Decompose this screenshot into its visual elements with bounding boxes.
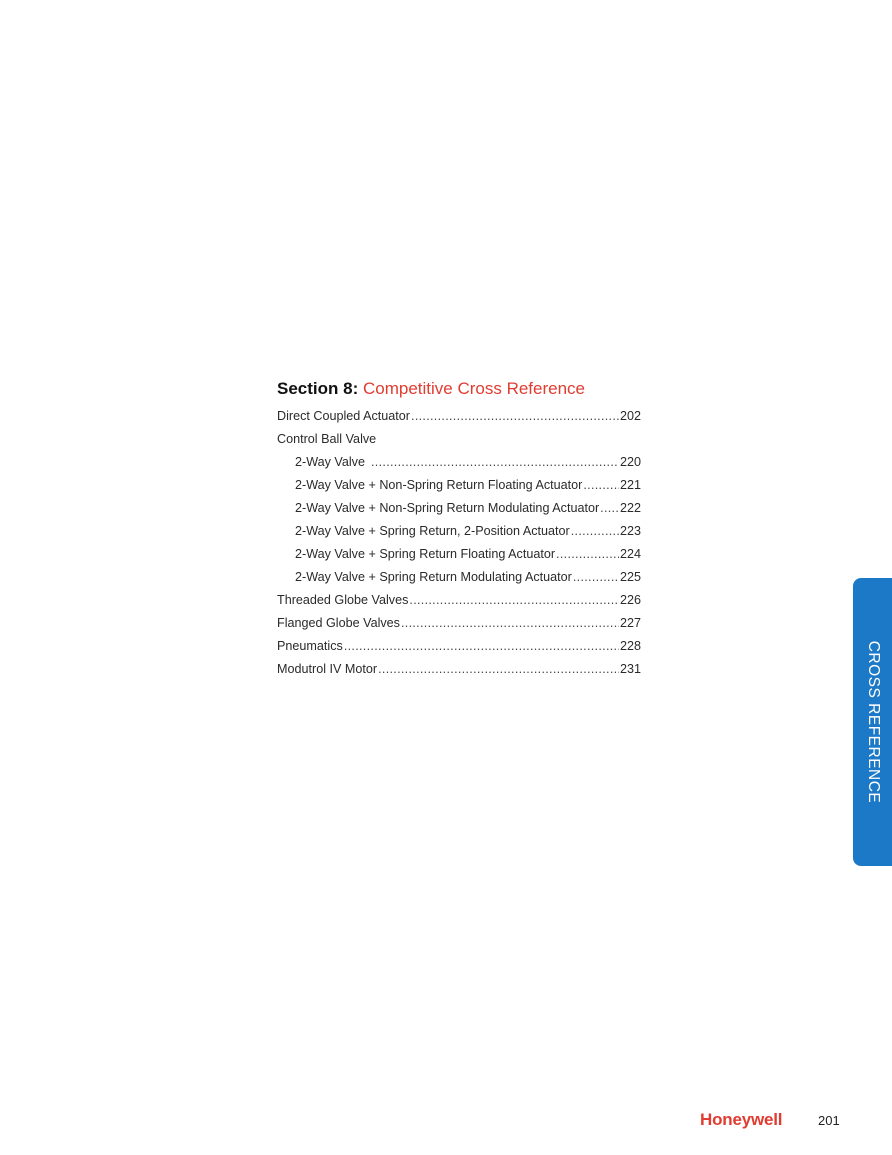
- section-title: [277, 378, 641, 400]
- toc-entry-title: Control Ball Valve: [277, 432, 377, 446]
- dot-leader: [556, 543, 619, 566]
- toc-entry-2-way-valve[interactable]: [277, 451, 641, 474]
- toc-entry-title: 2-Way Valve + Non-Spring Return Floating Actuator: [295, 478, 583, 492]
- toc-entry-page: 227: [619, 616, 641, 630]
- dot-leader: [573, 566, 619, 589]
- toc-entry-title: Flanged Globe Valves: [277, 616, 400, 630]
- side-tab-label: CROSS REFERENCE: [864, 640, 882, 804]
- toc-entry-title: 2-Way Valve: [295, 455, 365, 469]
- section-name: Competitive Cross Reference: [362, 379, 586, 398]
- toc-entry-page: 226: [619, 593, 641, 607]
- toc-entry-title: Modutrol IV Motor: [277, 662, 378, 676]
- toc-entry-nsr-modulating[interactable]: [277, 497, 641, 520]
- toc-entry-sr-modulating[interactable]: [277, 566, 641, 589]
- toc-entry-sr-2-position[interactable]: [277, 520, 641, 543]
- toc-entry-page: 202: [619, 409, 641, 423]
- toc-entry-direct-coupled-actuator[interactable]: [277, 405, 641, 428]
- dot-leader: [583, 474, 619, 497]
- honeywell-logo: Honeywell: [700, 1110, 783, 1129]
- toc-entry-flanged-globe-valves[interactable]: [277, 612, 641, 635]
- dot-leader: [344, 635, 619, 658]
- table-of-contents: [277, 378, 641, 681]
- toc-entry-page: 224: [619, 547, 641, 561]
- toc-entry-title: Direct Coupled Actuator: [277, 409, 411, 423]
- section-number: Section 8:: [277, 379, 359, 398]
- cross-reference-side-tab[interactable]: [853, 578, 892, 866]
- toc-entry-nsr-floating[interactable]: [277, 474, 641, 497]
- toc-entry-page: 225: [619, 570, 641, 584]
- toc-entry-title: Pneumatics: [277, 639, 343, 653]
- toc-entry-control-ball-valve: [277, 428, 641, 451]
- toc-entry-sr-floating[interactable]: [277, 543, 641, 566]
- toc-entry-page: 221: [619, 478, 641, 492]
- toc-entry-page: 231: [619, 662, 641, 676]
- toc-entry-title: 2-Way Valve + Spring Return, 2-Position Actuator: [295, 524, 570, 538]
- toc-entry-title: Threaded Globe Valves: [277, 593, 409, 607]
- toc-entry-title: 2-Way Valve + Spring Return Floating Actuator: [295, 547, 556, 561]
- toc-entry-page: 228: [619, 639, 641, 653]
- toc-entry-title: 2-Way Valve + Spring Return Modulating Actuator: [295, 570, 572, 584]
- dot-leader: [571, 520, 619, 543]
- toc-entry-modutrol-iv-motor[interactable]: [277, 658, 641, 681]
- dot-leader: [401, 612, 619, 635]
- toc-entry-pneumatics[interactable]: [277, 635, 641, 658]
- dot-leader: [409, 589, 619, 612]
- toc-entry-page: 223: [619, 524, 641, 538]
- dot-leader: [600, 497, 619, 520]
- toc-entry-page: 222: [619, 501, 641, 515]
- page-number: 201: [818, 1113, 840, 1128]
- dot-leader: [378, 658, 619, 681]
- toc-entry-title: 2-Way Valve + Non-Spring Return Modulating Actuator: [295, 501, 600, 515]
- toc-entry-threaded-globe-valves[interactable]: [277, 589, 641, 612]
- dot-leader: [371, 451, 619, 474]
- toc-entry-page: 220: [619, 455, 641, 469]
- dot-leader: [411, 405, 619, 428]
